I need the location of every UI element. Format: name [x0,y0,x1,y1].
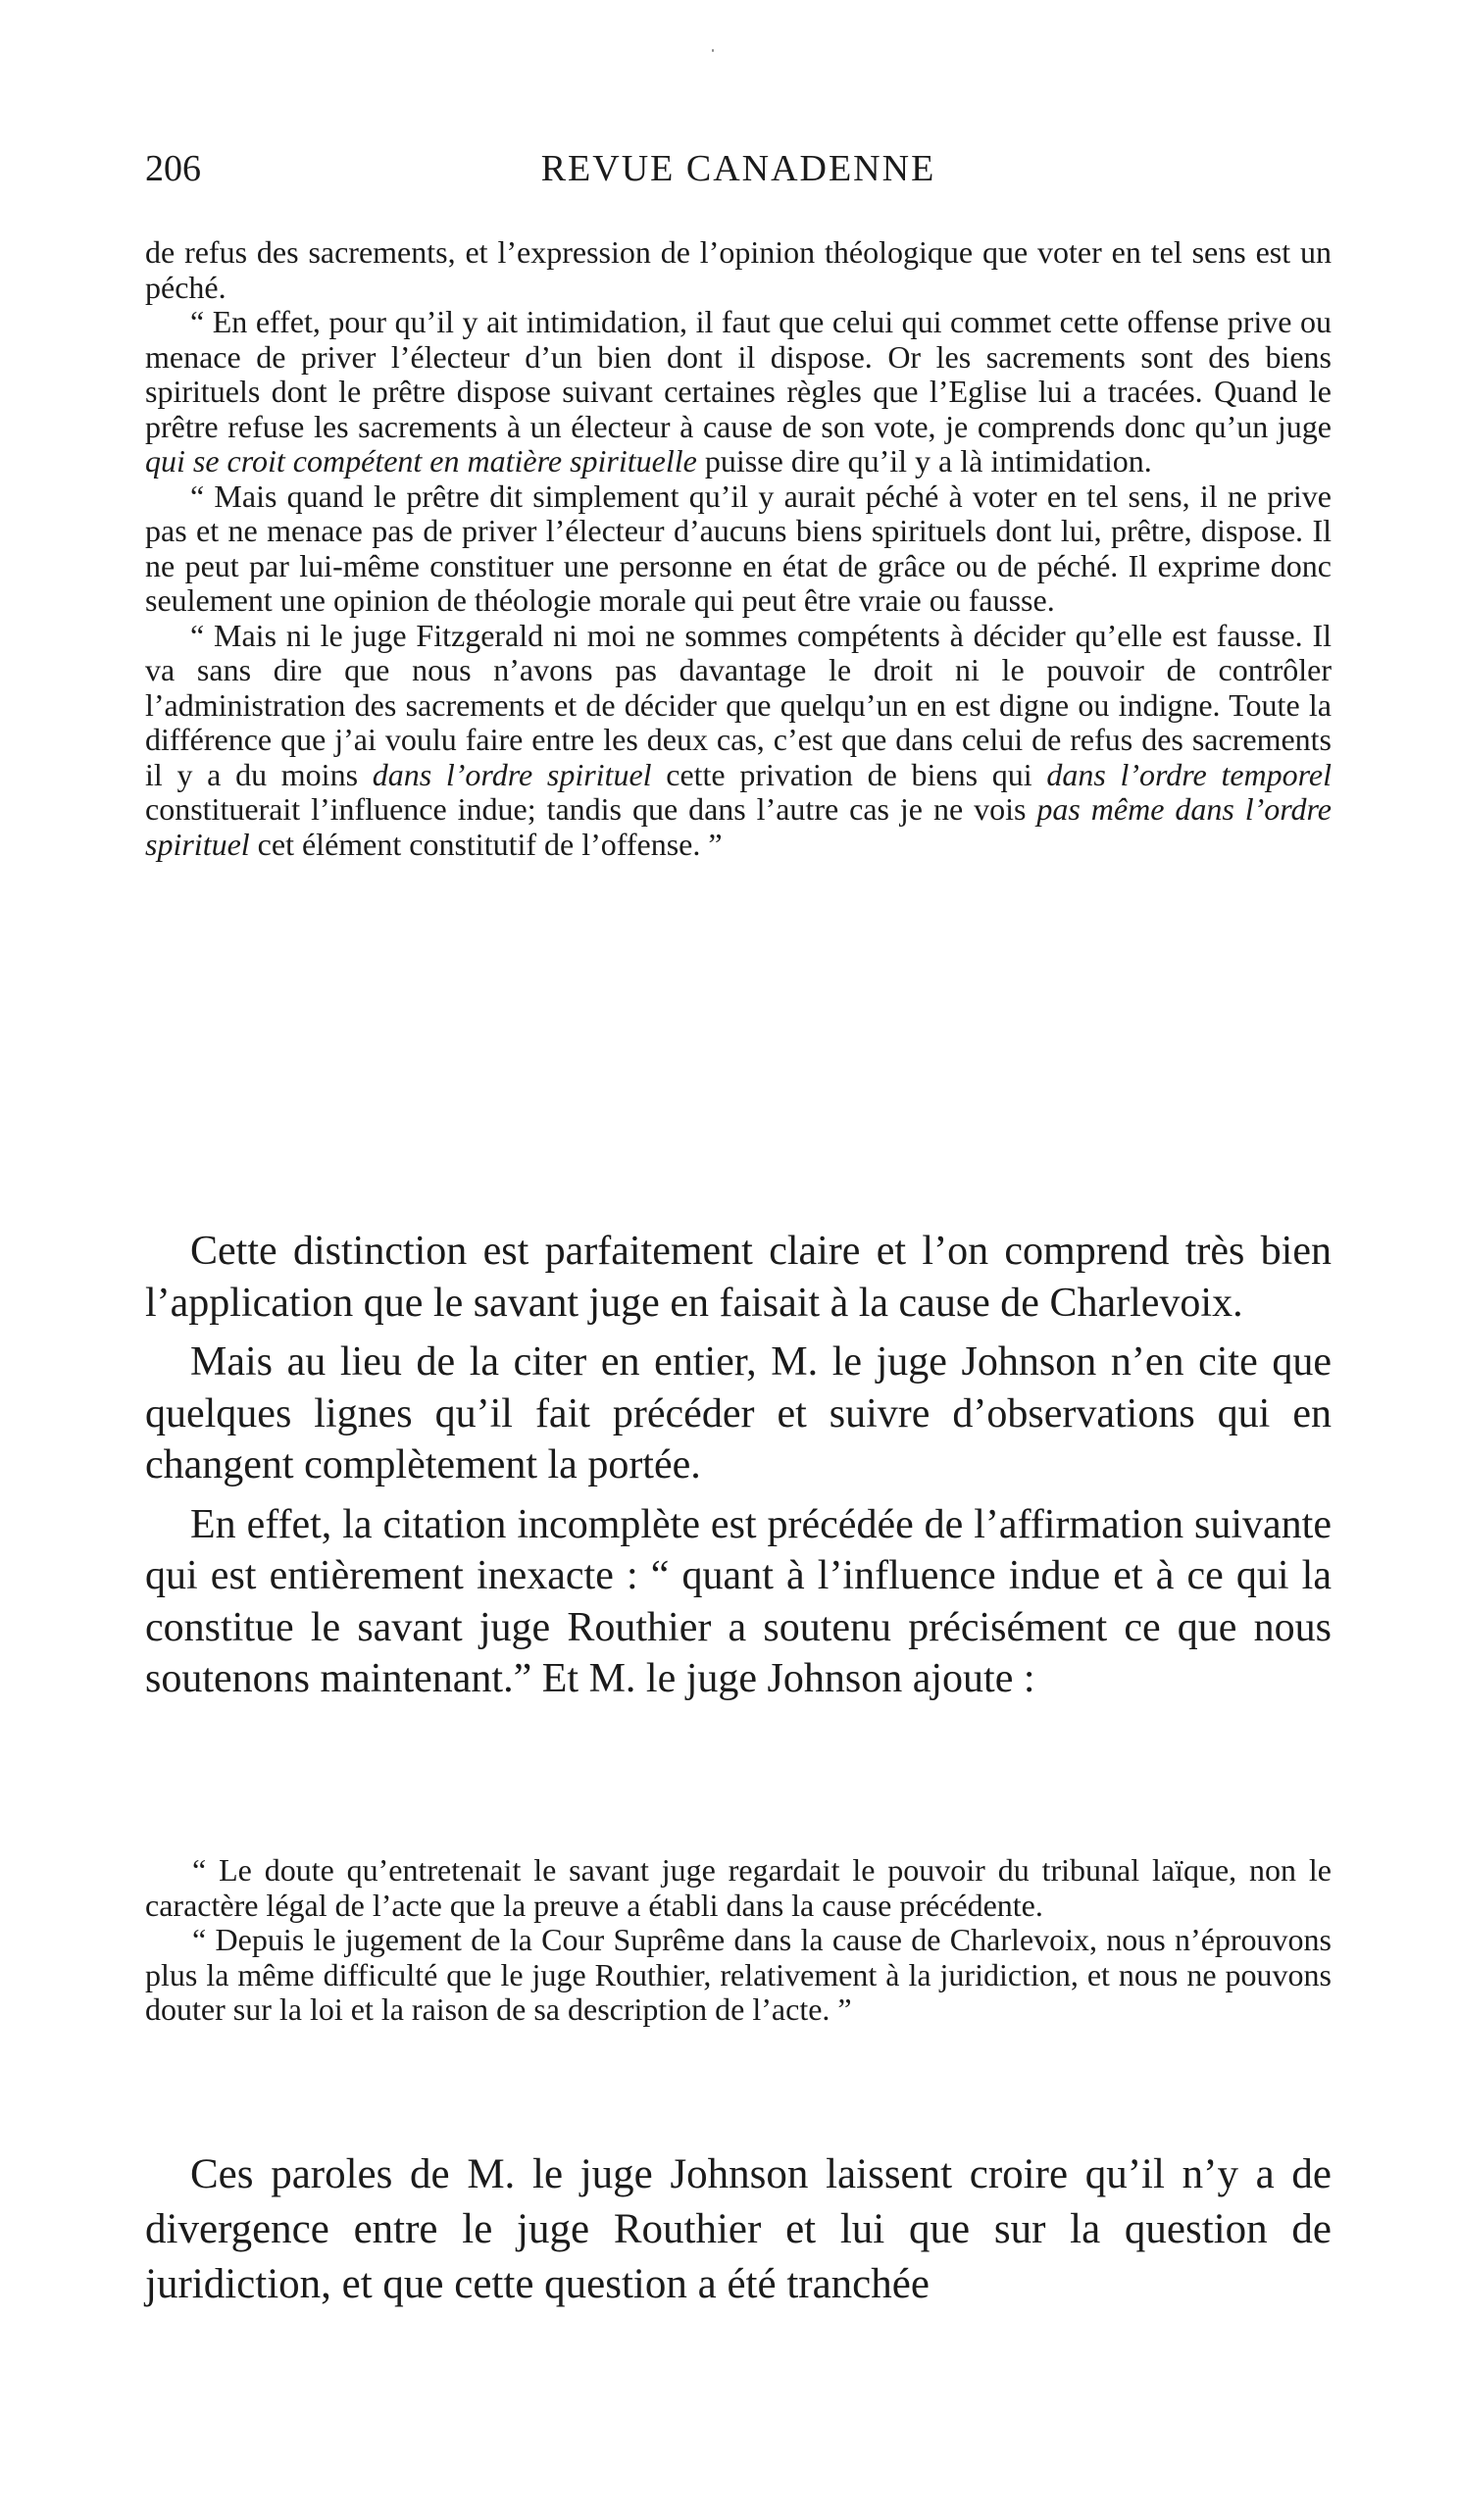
quote-paragraph: “ Mais quand le prêtre dit simplement qu’il y aurait péché à voter en tel sens, il ne prive pas et ne menace pas de priver l’électeur d’aucuns biens spirituels dont lui, prêtre, dispose. Il ne peut par lui-même constituer une personne en état de grâce ou de péché. Il exprime donc seulement une opinion de théologie morale qui peut être vraie ou fausse. [145,478,1332,618]
page-number: 206 [145,148,201,189]
body-paragraph: Ces paroles de M. le juge Johnson laissent croire qu’il n’y a de divergence entre le juge Routhier et lui que sur la question de juridiction, et que cette question a été tranchée [145,2151,1332,2307]
italic-phrase: pas même dans l’ordre spirituel [145,791,1333,862]
italic-phrase: qui se croit compétent en matière spirituelle [145,443,697,479]
page-header [145,147,1332,196]
closing-text-block [145,2147,1332,2312]
quote-paragraph: “ Mais ni le juge Fitzgerald ni moi ne sommes compétents à décider qu’elle est fausse. Il va sans dire que nous n’avons pas davantage le droit ni le pouvoir de contrôler l’administration des sacrements et de décider que quelqu’un en est digne ou indigne. Toute la différence que j’ai voulu faire entre les deux cas, c’est que dans celui de refus des sacrements il y a du moins dans l’ordre spirituel cette privation de biens qui dans l’ordre temporel constituerait l’influence indue; tandis que dans l’autre cas je ne vois pas même dans l’ordre spirituel cet élément constitutif de l’offense. ” [145,617,1333,862]
speck-mark [712,49,714,52]
body-paragraph: En effet, la citation incomplète est précédée de l’affirmation suivante qui est entièrement inexacte : “ quant à l’influence indue et à ce qui la constitue le savant juge Routhier a soutenu précisément ce que nous soutenons maintenant.” Et M. le juge Johnson ajoute : [145,1501,1332,1701]
quotation-block-2 [145,1853,1332,2028]
body-text-block [145,1226,1332,1713]
quote-paragraph: “ Depuis le jugement de la Cour Suprême dans la cause de Charlevoix, nous n’éprouvons plus la même difficulté que le juge Routhier, relativement à la juridiction, et nous ne pouvons douter sur la loi et la raison de sa description de l’acte. ” [145,1922,1332,2027]
italic-phrase: dans l’ordre spirituel [372,756,652,792]
body-paragraph: Cette distinction est parfaitement claire et l’on comprend très bien l’application que le savant juge en faisait à la cause de Charlevoix. [145,1229,1332,1326]
quotation-block-1 [145,235,1332,862]
running-title: REVUE CANADENNE [540,148,936,189]
body-paragraph: Mais au lieu de la citer en entier, M. le juge Johnson n’en cite que quelques lignes qu’il fait précéder et suivre d’observations qui en changent complètement la portée. [145,1339,1332,1487]
quote-paragraph: de refus des sacrements, et l’expression de l’opinion théologique que voter en tel sens est un péché. [145,234,1332,305]
quote-paragraph: “ En effet, pour qu’il y ait intimidation, il faut que celui qui commet cette offense prive ou menace de priver l’électeur d’un bien dont il dispose. Or les sacrements sont des biens spirituels dont le prêtre dispose suivant certaines règles que l’Eglise lui a tracées. Quand le prêtre refuse les sacrements à un électeur à cause de son vote, je comprends donc qu’un juge qui se croit compétent en matière spirituelle puisse dire qu’il y a là intimidation. [145,304,1332,479]
italic-phrase: dans l’ordre temporel [1046,756,1333,792]
quote-paragraph: “ Le doute qu’entretenait le savant juge regardait le pouvoir du tribunal laïque, non le caractère légal de l’acte que la preuve a établi dans la cause précédente. [145,1852,1332,1923]
